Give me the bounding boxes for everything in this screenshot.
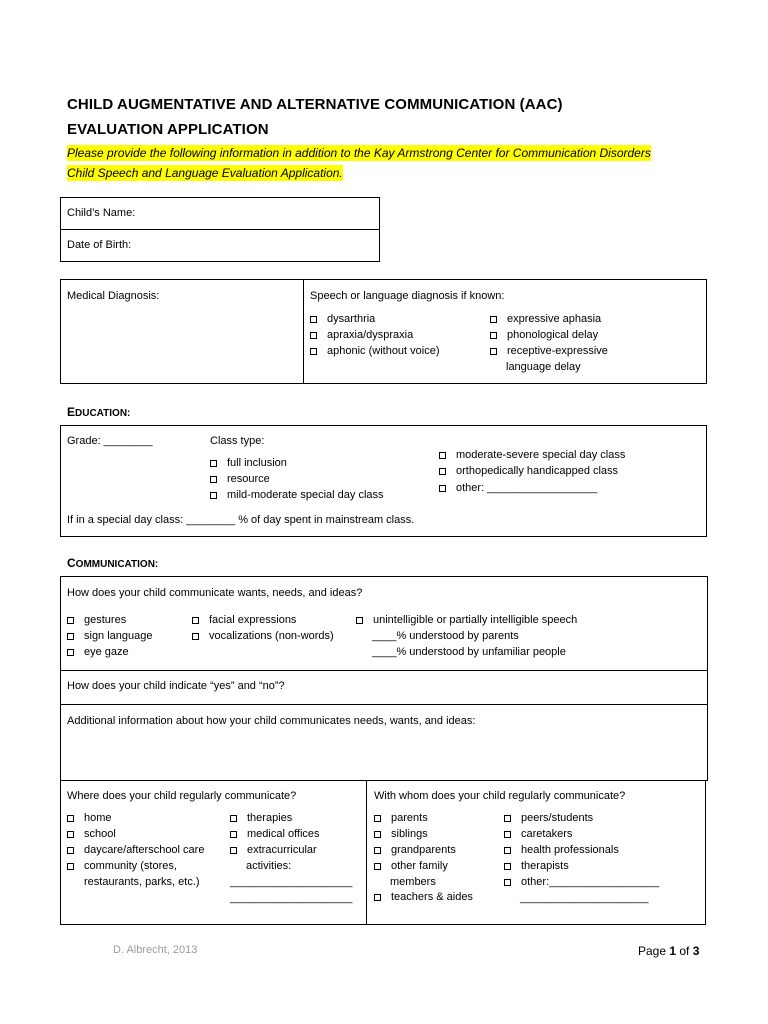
checkbox-icon: [374, 894, 381, 901]
checkbox-icon: [210, 492, 217, 499]
page-number: Page 1 of 3: [638, 944, 700, 958]
checkbox-other-family[interactable]: other family: [374, 860, 448, 872]
checkbox-icon: [67, 649, 74, 656]
whom-communicate-question: With whom does your child regularly communicate?: [374, 790, 626, 802]
checkbox-icon: [230, 815, 237, 822]
checkbox-siblings[interactable]: siblings: [374, 828, 428, 840]
special-day-field[interactable]: If in a special day class: ________ % of day spent in mainstream class.: [67, 514, 415, 526]
where-communicate-question: Where does your child regularly communicate?: [67, 790, 297, 802]
checkbox-parents[interactable]: parents: [374, 812, 428, 824]
extracurricular-continuation: activities:: [246, 860, 292, 872]
medical-diagnosis-label: Medical Diagnosis:: [67, 290, 160, 302]
checkbox-icon: [67, 847, 74, 854]
community-continuation: restaurants, parks, etc.): [84, 876, 200, 888]
checkbox-caretakers[interactable]: caretakers: [504, 828, 572, 840]
checkbox-icon: [439, 485, 446, 492]
checkbox-icon: [490, 332, 497, 339]
checkbox-icon: [504, 847, 511, 854]
checkbox-other-person[interactable]: other:__________________: [504, 876, 659, 888]
checkbox-icon: [439, 452, 446, 459]
checkbox-community[interactable]: community (stores,: [67, 860, 177, 872]
checkbox-icon: [374, 831, 381, 838]
checkbox-unintelligible-speech[interactable]: unintelligible or partially intelligible speech: [356, 614, 577, 626]
checkbox-icon: [310, 348, 317, 355]
receptive-expressive-continuation: language delay: [506, 361, 581, 373]
class-type-label: Class type:: [210, 435, 265, 447]
checkbox-orthopedically-handicapped[interactable]: orthopedically handicapped class: [439, 465, 618, 477]
checkbox-dysarthria[interactable]: dysarthria: [310, 313, 375, 325]
checkbox-phonological-delay[interactable]: phonological delay: [490, 329, 598, 341]
grade-field[interactable]: Grade: ________: [67, 435, 153, 447]
checkbox-icon: [310, 316, 317, 323]
checkbox-icon: [504, 815, 511, 822]
checkbox-icon: [192, 633, 199, 640]
checkbox-expressive-aphasia[interactable]: expressive aphasia: [490, 313, 601, 325]
checkbox-icon: [210, 476, 217, 483]
highlighted-note-line-2: Child Speech and Language Evaluation Application.: [67, 166, 343, 180]
divider: [366, 780, 367, 925]
checkbox-icon: [374, 847, 381, 854]
divider: [60, 670, 708, 671]
checkbox-peers[interactable]: peers/students: [504, 812, 593, 824]
checkbox-eye-gaze[interactable]: eye gaze: [67, 646, 129, 658]
footer-author: D. Albrecht, 2013: [113, 944, 198, 956]
checkbox-daycare[interactable]: daycare/afterschool care: [67, 844, 204, 856]
checkbox-icon: [210, 460, 217, 467]
checkbox-icon: [504, 863, 511, 870]
extracurricular-blank-1[interactable]: ____________________: [230, 876, 353, 888]
checkbox-grandparents[interactable]: grandparents: [374, 844, 456, 856]
checkbox-icon: [67, 633, 74, 640]
checkbox-facial-expressions[interactable]: facial expressions: [192, 614, 296, 626]
checkbox-receptive-expressive[interactable]: receptive-expressive: [490, 345, 608, 357]
checkbox-icon: [67, 617, 74, 624]
checkbox-health-professionals[interactable]: health professionals: [504, 844, 619, 856]
checkbox-sign-language[interactable]: sign language: [67, 630, 153, 642]
form-title-line-1: CHILD AUGMENTATIVE AND ALTERNATIVE COMMUNICATION (AAC): [67, 96, 563, 113]
checkbox-mild-moderate[interactable]: mild-moderate special day class: [210, 489, 384, 501]
checkbox-icon: [310, 332, 317, 339]
checkbox-icon: [356, 617, 363, 624]
checkbox-school[interactable]: school: [67, 828, 116, 840]
checkbox-icon: [504, 879, 511, 886]
checkbox-moderate-severe[interactable]: moderate-severe special day class: [439, 449, 625, 461]
checkbox-apraxia[interactable]: apraxia/dyspraxia: [310, 329, 413, 341]
checkbox-aphonic[interactable]: aphonic (without voice): [310, 345, 440, 357]
checkbox-icon: [490, 348, 497, 355]
checkbox-icon: [192, 617, 199, 624]
speech-diagnosis-label: Speech or language diagnosis if known:: [310, 290, 505, 302]
date-of-birth-label: Date of Birth:: [67, 239, 132, 251]
other-person-blank[interactable]: _____________________: [520, 892, 649, 904]
form-title-line-2: EVALUATION APPLICATION: [67, 121, 269, 138]
additional-info-question: Additional information about how your child communicates needs, wants, and ideas:: [67, 715, 476, 727]
checkbox-icon: [374, 815, 381, 822]
communication-heading: COMMUNICATION:: [67, 556, 159, 570]
checkbox-icon: [374, 863, 381, 870]
checkbox-therapists[interactable]: therapists: [504, 860, 569, 872]
highlighted-note-line-1: Please provide the following information in addition to the Kay Armstrong Center for Communication Disorders: [67, 146, 651, 160]
checkbox-icon: [230, 831, 237, 838]
checkbox-therapies[interactable]: therapies: [230, 812, 292, 824]
how-communicate-question: How does your child communicate wants, needs, and ideas?: [67, 587, 363, 599]
percent-parents-field[interactable]: ____% understood by parents: [372, 630, 519, 642]
extracurricular-blank-2[interactable]: ____________________: [230, 892, 353, 904]
checkbox-icon: [67, 815, 74, 822]
checkbox-resource[interactable]: resource: [210, 473, 270, 485]
other-family-continuation: members: [390, 876, 436, 888]
checkbox-other-class[interactable]: other: __________________: [439, 482, 597, 494]
percent-unfamiliar-field[interactable]: ____% understood by unfamiliar people: [372, 646, 566, 658]
checkbox-icon: [490, 316, 497, 323]
checkbox-icon: [67, 831, 74, 838]
checkbox-medical-offices[interactable]: medical offices: [230, 828, 320, 840]
checkbox-extracurricular[interactable]: extracurricular: [230, 844, 317, 856]
child-name-label: Child’s Name:: [67, 207, 136, 219]
checkbox-teachers-aides[interactable]: teachers & aides: [374, 891, 473, 903]
divider: [60, 229, 380, 230]
checkbox-full-inclusion[interactable]: full inclusion: [210, 457, 287, 469]
divider: [60, 704, 708, 705]
checkbox-icon: [439, 468, 446, 475]
checkbox-home[interactable]: home: [67, 812, 112, 824]
divider: [303, 279, 304, 384]
yes-no-question: How does your child indicate “yes” and “no”?: [67, 680, 285, 692]
checkbox-icon: [230, 847, 237, 854]
checkbox-icon: [504, 831, 511, 838]
education-heading: EDUCATION:: [67, 405, 131, 419]
checkbox-gestures[interactable]: gestures: [67, 614, 126, 626]
checkbox-vocalizations[interactable]: vocalizations (non-words): [192, 630, 334, 642]
checkbox-icon: [67, 863, 74, 870]
